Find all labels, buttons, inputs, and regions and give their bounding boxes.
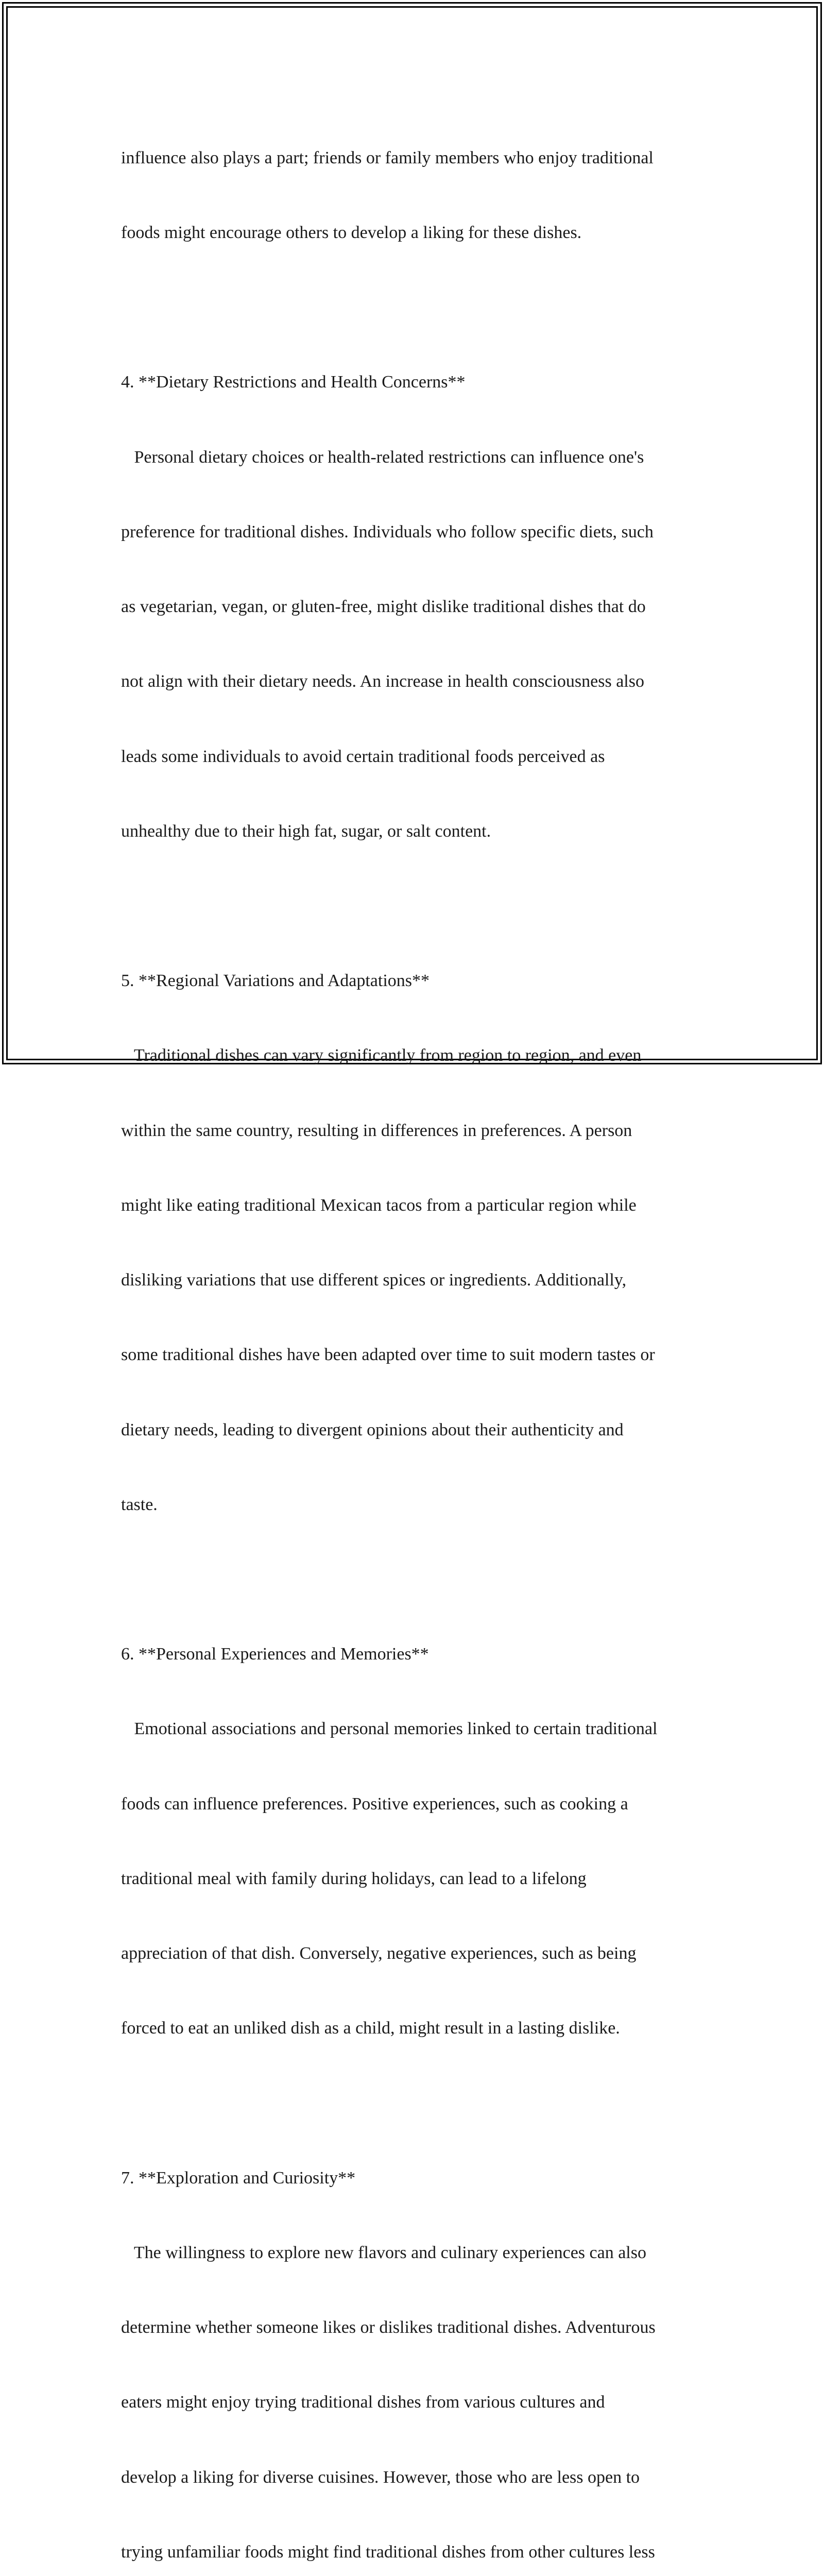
section-line: trying unfamiliar foods might find traditional dishes from other cultures less	[121, 2542, 655, 2562]
section-line: eaters might enjoy trying traditional dishes from various cultures and	[121, 2393, 605, 2412]
section-line: unhealthy due to their high fat, sugar, or salt content.	[121, 821, 491, 841]
section-regional-variations	[121, 919, 708, 1567]
section-dietary-restrictions	[121, 320, 708, 894]
section-line: taste.	[121, 1495, 158, 1514]
section-line: dietary needs, leading to divergent opinions about their authenticity and	[121, 1420, 624, 1439]
section-line: foods can influence preferences. Positive experiences, such as cooking a	[121, 1794, 628, 1814]
paragraph-spacer	[121, 2091, 708, 2115]
section-line: leads some individuals to avoid certain traditional foods perceived as	[121, 747, 605, 766]
section-line: Emotional associations and personal memories linked to certain traditional	[121, 1719, 658, 1739]
intro-line: foods might encourage others to develop a liking for these dishes.	[121, 223, 582, 243]
section-line: traditional meal with family during holidays, can lead to a lifelong	[121, 1869, 587, 1888]
section-heading: 7. **Exploration and Curiosity**	[121, 2168, 356, 2188]
section-line: within the same country, resulting in differences in preferences. A person	[121, 1121, 632, 1140]
section-line: Traditional dishes can vary significantly from region to region, and even	[121, 1046, 642, 1065]
document-body	[121, 96, 708, 2576]
intro-line: influence also plays a part; friends or family members who enjoy traditional	[121, 148, 654, 167]
paragraph-spacer	[121, 295, 708, 320]
section-line: might like eating traditional Mexican tacos from a particular region while	[121, 1195, 637, 1215]
section-line: Personal dietary choices or health-related restrictions can influence one's	[121, 447, 644, 467]
section-line: preference for traditional dishes. Individuals who follow specific diets, such	[121, 522, 654, 541]
section-line: appreciation of that dish. Conversely, negative experiences, such as being	[121, 1944, 637, 1963]
section-line: develop a liking for diverse cuisines. However, those who are less open to	[121, 2467, 640, 2487]
section-line: some traditional dishes have been adapted over time to suit modern tastes or	[121, 1345, 655, 1365]
section-line: disliking variations that use different spices or ingredients. Additionally,	[121, 1270, 627, 1290]
section-line: The willingness to explore new flavors and culinary experiences can also	[121, 2243, 646, 2262]
paragraph-spacer	[121, 894, 708, 919]
section-line: forced to eat an unliked dish as a child, might result in a lasting dislike.	[121, 2019, 620, 2038]
section-line: as vegetarian, vegan, or gluten-free, might dislike traditional dishes that do	[121, 597, 646, 617]
section-heading: 4. **Dietary Restrictions and Health Concerns**	[121, 372, 466, 392]
section-line: not align with their dietary needs. An increase in health consciousness also	[121, 672, 644, 691]
section-line: determine whether someone likes or dislikes traditional dishes. Adventurous	[121, 2318, 656, 2337]
section-heading: 6. **Personal Experiences and Memories**	[121, 1645, 429, 1664]
section-personal-experiences	[121, 1592, 708, 2091]
section-heading: 5. **Regional Variations and Adaptations**	[121, 971, 430, 991]
section-exploration-curiosity	[121, 2116, 708, 2576]
paragraph-spacer	[121, 1567, 708, 1592]
intro-paragraph	[121, 96, 708, 295]
